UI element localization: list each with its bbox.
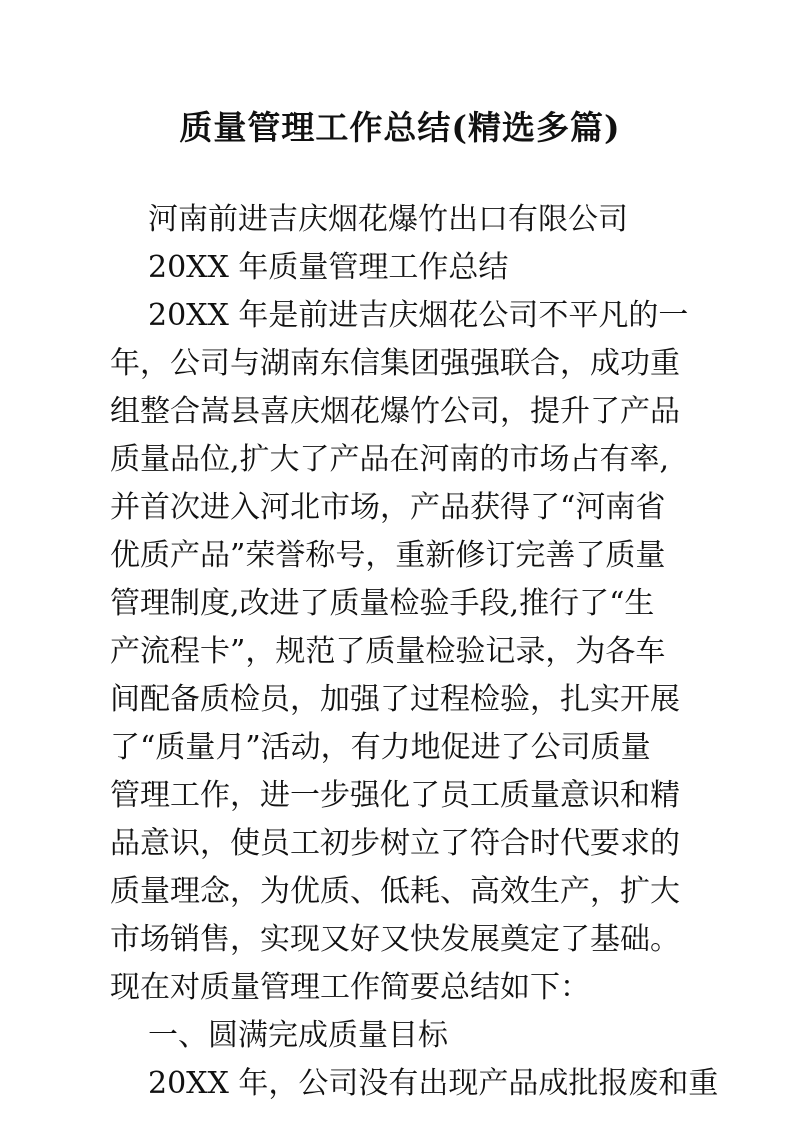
text-line: 现在对质量管理工作简要总结如下：: [110, 970, 590, 1005]
text-line: 市场销售，实现又好又快发展奠定了基础。: [110, 922, 680, 957]
text-line: 并首次进入河北市场，产品获得了“河南省: [110, 490, 666, 525]
text-line: 质量理念，为优质、低耗、高效生产，扩大: [110, 874, 680, 909]
text-line: 品意识，使员工初步树立了符合时代要求的: [110, 826, 680, 861]
text-line: 质量品位,扩大了产品在河南的市场占有率,: [110, 442, 670, 477]
text-line: 优质产品”荣誉称号，重新修订完善了质量: [110, 538, 666, 573]
text-line: 间配备质检员，加强了过程检验，扎实开展: [110, 682, 680, 717]
document-body: [110, 196, 719, 1108]
text-line: 年，公司与湖南东信集团强强联合，成功重: [110, 346, 680, 381]
text-line: 产流程卡”，规范了质量检验记录，为各车: [110, 634, 666, 669]
text-line: 一、圆满完成质量目标: [148, 1018, 448, 1053]
text-line: 河南前进吉庆烟花爆竹出口有限公司: [148, 202, 628, 237]
text-line: 管理制度,改进了质量检验手段,推行了“生: [110, 586, 655, 621]
document-title: 质量管理工作总结(精选多篇): [179, 108, 621, 147]
text-line: 20XX 年，公司没有出现产品成批报废和重: [148, 1066, 719, 1101]
text-line: 组整合嵩县喜庆烟花爆竹公司，提升了产品: [110, 394, 680, 429]
text-line: 管理工作，进一步强化了员工质量意识和精: [110, 778, 680, 813]
text-line: 20XX 年质量管理工作总结: [148, 250, 509, 285]
text-line: 了“质量月”活动，有力地促进了公司质量: [110, 730, 651, 765]
text-line: 20XX 年是前进吉庆烟花公司不平凡的一: [148, 298, 689, 333]
